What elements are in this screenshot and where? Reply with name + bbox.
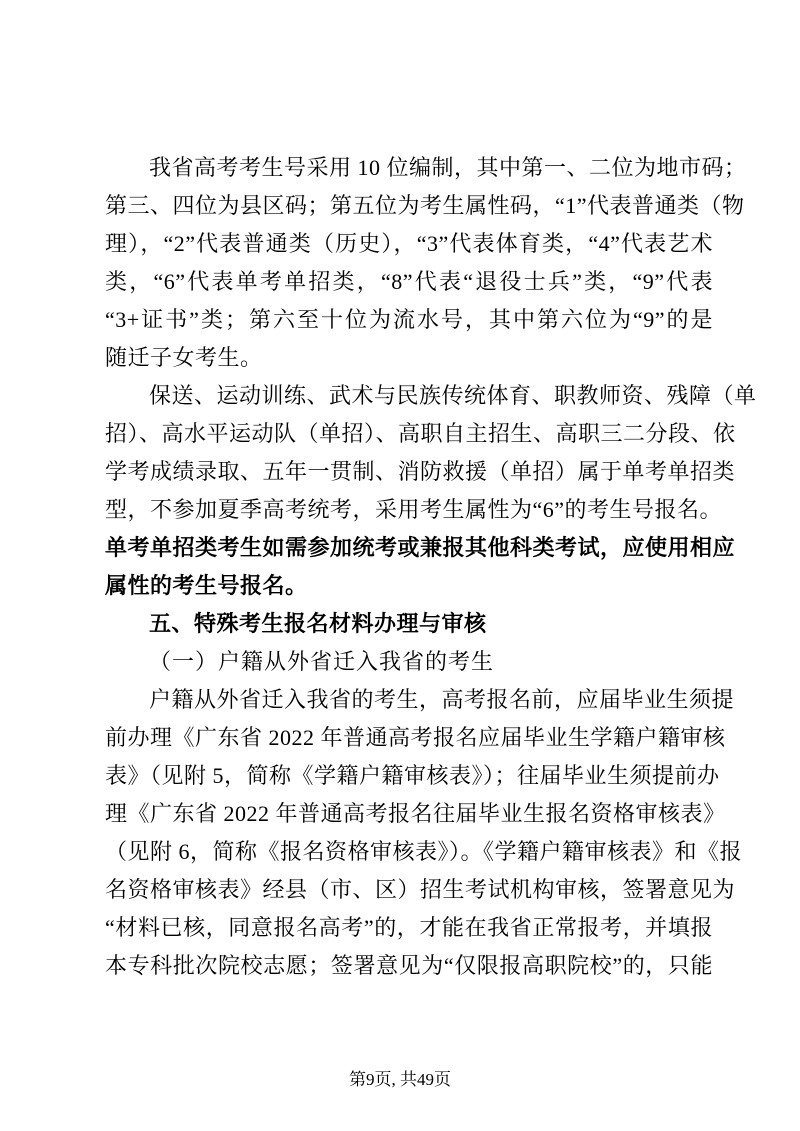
- text-line: 型，不参加夏季高考统考，采用考生属性为“6”的考生号报名。: [105, 497, 723, 522]
- text-line: “3+证书”类；第六至十位为流水号，其中第六位为“9”的是: [105, 307, 713, 332]
- text-line: “材料已核，同意报名高考”的，才能在我省正常报考，并填报: [105, 915, 713, 940]
- text-line: 第三、四位为县区码；第五位为考生属性码，“1”代表普通类（物: [105, 193, 745, 218]
- text-line: （见附 6，简称《报名资格审核表》）。《学籍户籍审核表》和《报: [105, 839, 743, 864]
- text-line: 表》（见附 5，简称《学籍户籍审核表》）；往届毕业生须提前办: [105, 763, 720, 788]
- text-line: 类，“6”代表单考单招类，“8”代表“退役士兵”类，“9”代表: [105, 269, 713, 294]
- text-line: 名资格审核表》经县（市、区）招生考试机构审核，签署意见为: [105, 877, 736, 902]
- text-line: 本专科批次院校志愿；签署意见为“仅限报高职院校”的，只能: [105, 953, 713, 978]
- page-number: 第9页, 共49页: [349, 1070, 451, 1089]
- text-line: 户籍从外省迁入我省的考生，高考报名前，应届毕业生须提: [149, 687, 735, 712]
- text-line: 理），“2”代表普通类（历史），“3”代表体育类，“4”代表艺术: [105, 231, 713, 256]
- text-line: 理《广东省 2022 年普通高考报名往届毕业生报名资格审核表》: [105, 801, 726, 826]
- text-line: 随迁子女考生。: [105, 345, 263, 370]
- text-line: 我省高考考生号采用 10 位编制，其中第一、二位为地市码；: [149, 155, 747, 180]
- emphasized-text-line: 单考单招类考生如需参加统考或兼报其他科类考试，应使用相应: [105, 535, 736, 560]
- section-heading: 五、特殊考生报名材料办理与审核: [149, 611, 487, 636]
- text-line: 学考成绩录取、五年一贯制、消防救援（单招）属于单考单招类: [105, 459, 736, 484]
- text-line: 招）、高水平运动队（单招）、高职自主招生、高职三二分段、依: [105, 421, 736, 446]
- emphasized-text-line: 属性的考生号报名。: [105, 573, 308, 598]
- text-line: 保送、运动训练、武术与民族传统体育、职教师资、残障（单: [149, 383, 757, 408]
- sub-section-heading: （一）户籍从外省迁入我省的考生: [149, 649, 495, 674]
- document-body: [105, 149, 757, 985]
- text-line: 前办理《广东省 2022 年普通高考报名应届毕业生学籍户籍审核: [105, 725, 726, 750]
